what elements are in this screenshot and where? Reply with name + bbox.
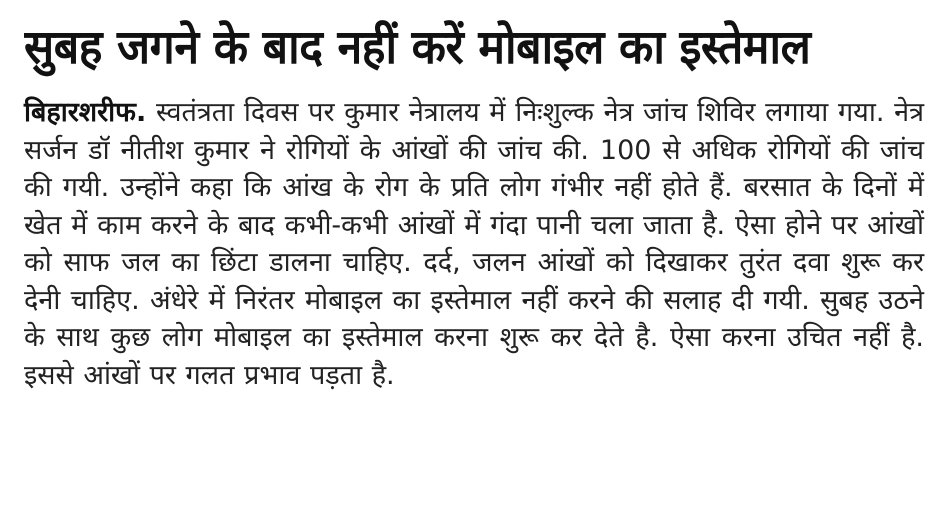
article-body-text: स्वतंत्रता दिवस पर कुमार नेत्रालय में निःशुल्क नेत्र जांच शिविर लगाया गया. नेत्र सर्जन डॉ नीतीश कुमार ने रोगियों के आंखों की जांच की. 100 से अधिक रोगियों की जांच की गयी. उन्होंने कहा कि आंख के रोग के प्रति लोग गंभीर नहीं होते हैं. बरसात के दिनों में खेत में काम करने के बाद कभी-कभी आंखों में गंदा पानी चला जाता है. ऐसा होने पर आंखों को साफ जल का छिंटा डालना चाहिए. दर्द, जलन आंखों को दिखाकर तुरंत दवा शुरू कर देनी चाहिए. अंधेरे में निरंतर मोबाइल का इस्तेमाल नहीं करने की सलाह दी गयी. सुबह उठने के साथ कुछ लोग मोबाइल का इस्तेमाल करना शुरू कर देते है. ऐसा करना उचित नहीं है. इससे आंखों पर गलत प्रभाव पड़ता है. [24, 97, 924, 391]
article-body [24, 94, 924, 394]
dateline: बिहारशरीफ. [24, 97, 147, 128]
headline: सुबह जगने के बाद नहीं करें मोबाइल का इस्तेमाल [24, 20, 811, 75]
